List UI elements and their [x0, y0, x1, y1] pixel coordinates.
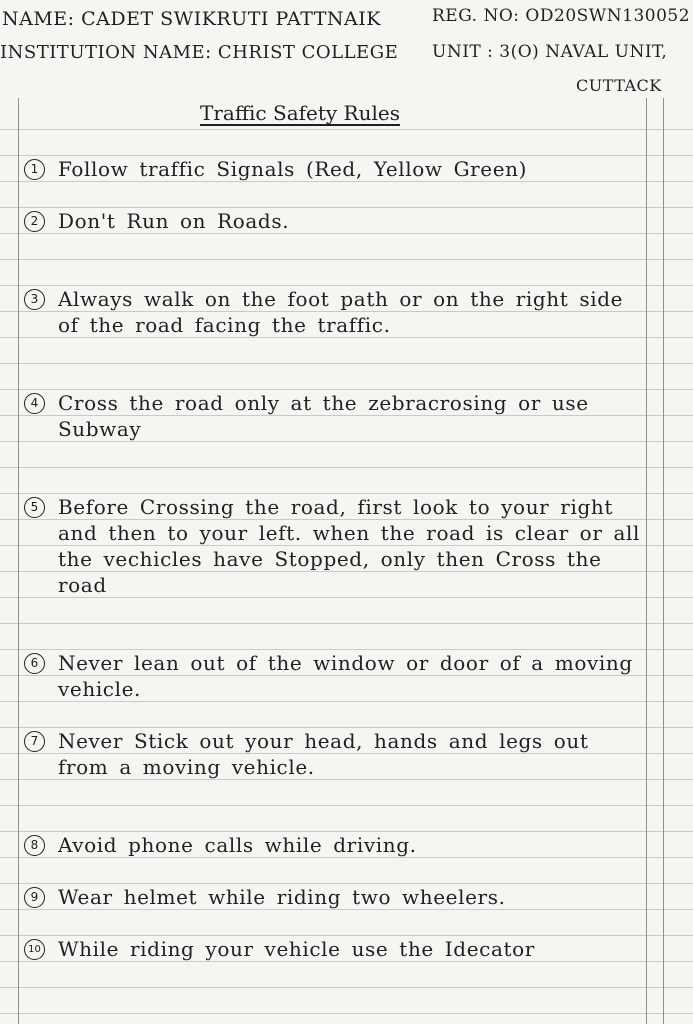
rule-text: Follow traffic Signals (Red, Yellow Green) [58, 157, 528, 181]
rule-item [24, 156, 648, 182]
rule-text: Don't Run on Roads. [58, 209, 290, 233]
rule-number-badge: 1 [24, 159, 45, 180]
rule-item [24, 650, 648, 702]
rule-item [24, 936, 648, 962]
rule-text: Avoid phone calls while driving. [58, 833, 417, 857]
right-margin-line-2 [663, 98, 664, 1024]
rule-item [24, 286, 648, 338]
rule-number-badge: 8 [24, 835, 45, 856]
rule-text: Never Stick out your head, hands and legs out from a moving vehicle. [58, 729, 589, 779]
rule-item [24, 884, 648, 910]
rule-number-badge: 9 [24, 887, 45, 908]
unit-city: CUTTACK [576, 76, 662, 95]
rule-item [24, 832, 648, 858]
rule-number-badge: 5 [24, 497, 45, 518]
rule-item [24, 728, 648, 780]
rule-number-badge: 10 [24, 939, 45, 960]
unit-name: UNIT : 3(O) NAVAL UNIT, [432, 42, 668, 62]
student-name: NAME: CADET SWIKRUTI PATTNAIK [2, 8, 381, 30]
rule-text: Wear helmet while riding two wheelers. [58, 885, 506, 909]
left-margin-line [18, 98, 19, 1024]
rule-number-badge: 2 [24, 211, 45, 232]
rule-number-badge: 6 [24, 653, 45, 674]
rule-item [24, 494, 648, 598]
registration-number: REG. NO: OD20SWN130052 [432, 6, 691, 26]
institution-name: INSTITUTION NAME: CHRIST COLLEGE [0, 42, 399, 63]
rule-number-badge: 3 [24, 289, 45, 310]
rule-text: Always walk on the foot path or on the right side of the road facing the traffic. [58, 287, 624, 337]
rule-text: While riding your vehicle use the Idecator [58, 937, 535, 961]
rule-text: Before Crossing the road, first look to your right and then to your left. when the road is clear or all the vechicles have Stopped, only then Cross the road [58, 495, 640, 597]
rule-item [24, 208, 648, 234]
page-title: Traffic Safety Rules [200, 101, 400, 125]
rule-number-badge: 7 [24, 731, 45, 752]
rule-number-badge: 4 [24, 393, 45, 414]
rule-text: Cross the road only at the zebracrosing or use Subway [58, 391, 589, 441]
rule-text: Never lean out of the window or door of a moving vehicle. [58, 651, 633, 701]
rule-item [24, 390, 648, 442]
